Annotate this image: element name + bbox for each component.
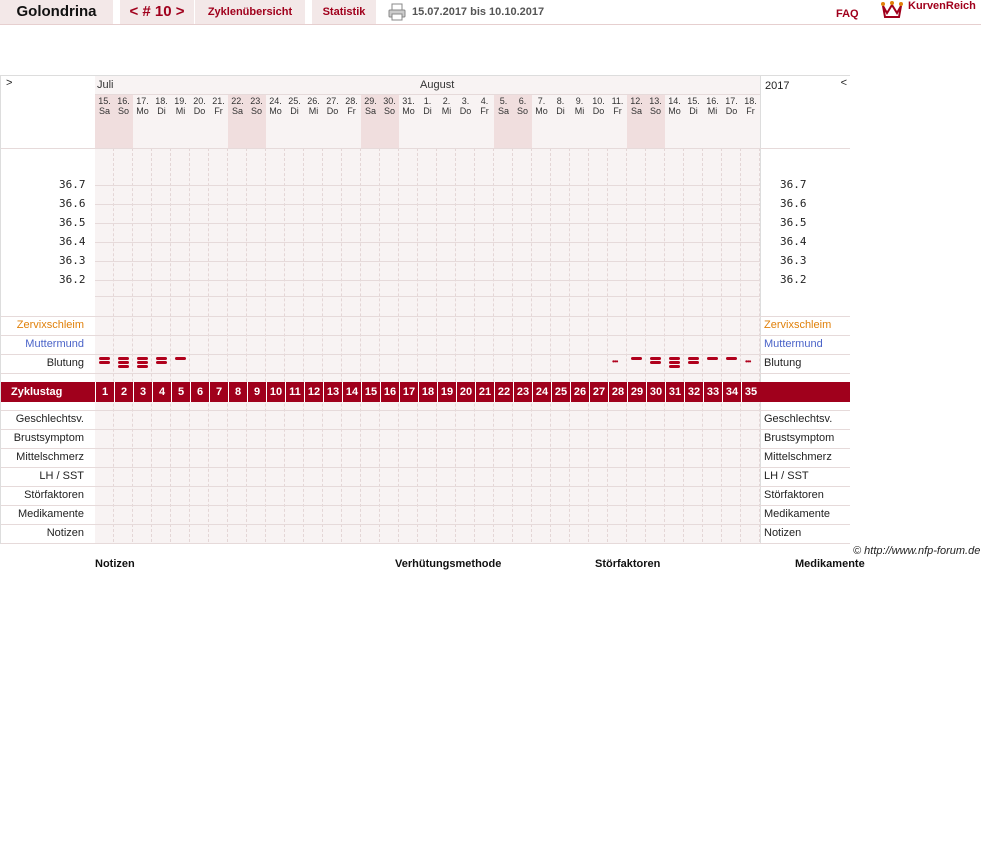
spotting-dots: ••• (745, 357, 751, 366)
bleeding-bar (118, 365, 129, 368)
cycle-overview-link[interactable]: Zyklenübersicht (195, 0, 305, 24)
grid-line (1, 335, 850, 336)
cycle-day-number[interactable]: 8 (228, 382, 247, 402)
temperature-label-left: 36.4 (59, 235, 86, 248)
column-divider (436, 148, 437, 542)
day-header[interactable] (380, 96, 399, 116)
top-bar (0, 0, 981, 25)
day-header[interactable] (608, 96, 627, 116)
user-name: Golondrina (0, 0, 113, 24)
bleeding-mark[interactable] (627, 356, 646, 370)
day-weekday: Do (592, 106, 605, 116)
day-date: 3. (461, 96, 470, 106)
day-date: 20. (193, 96, 206, 106)
day-weekday: Fr (214, 106, 223, 116)
column-divider (531, 148, 532, 542)
bleeding-mark[interactable] (665, 356, 684, 370)
day-date: 17. (136, 96, 149, 106)
day-weekday: Di (423, 106, 432, 116)
bleeding-bar (137, 365, 148, 368)
cycle-day-number[interactable]: 24 (532, 382, 551, 402)
cycle-chart (0, 75, 850, 544)
column-divider (626, 148, 627, 542)
day-header[interactable] (665, 96, 684, 116)
day-header[interactable] (703, 96, 722, 116)
day-header[interactable] (532, 96, 551, 116)
bleeding-mark[interactable] (171, 356, 190, 370)
day-weekday: Do (459, 106, 472, 116)
day-date: 2. (442, 96, 451, 106)
column-divider (113, 148, 114, 542)
day-date: 8. (556, 96, 565, 106)
bleeding-mark[interactable] (741, 356, 760, 370)
day-header[interactable] (456, 96, 475, 116)
column-divider (455, 148, 456, 542)
row-label-left: Geschlechtsv. (15, 413, 84, 425)
day-weekday: Mi (308, 106, 319, 116)
cycle-day-number[interactable]: 28 (608, 382, 627, 402)
day-header[interactable] (247, 96, 266, 116)
day-weekday: Mo (269, 106, 282, 116)
cycle-day-number[interactable]: 2 (114, 382, 133, 402)
bleeding-bar (137, 361, 148, 364)
day-header[interactable] (437, 96, 456, 116)
row-label-right: Brustsymptom (764, 432, 835, 444)
bleeding-bar (707, 357, 718, 360)
day-weekday: Sa (630, 106, 642, 116)
day-date: 15. (98, 96, 111, 106)
temperature-label-left: 36.5 (59, 216, 86, 229)
row-label-right: Medikamente (764, 508, 831, 520)
day-date: 10. (592, 96, 605, 106)
temperature-label-right: 36.6 (780, 197, 807, 210)
column-divider (683, 148, 684, 542)
cycle-day-number[interactable]: 17 (399, 382, 418, 402)
day-date: 30. (383, 96, 396, 106)
grid-line (1, 316, 850, 317)
day-header[interactable] (475, 96, 494, 116)
day-weekday: Di (157, 106, 166, 116)
bleeding-mark[interactable] (684, 356, 703, 370)
day-date: 24. (269, 96, 282, 106)
day-date: 18. (155, 96, 168, 106)
row-label-left: Notizen (46, 527, 84, 539)
column-divider (189, 148, 190, 542)
temperature-label-left: 36.7 (59, 178, 86, 191)
cycle-day-number[interactable]: 14 (342, 382, 361, 402)
column-divider (645, 148, 646, 542)
cycle-day-number[interactable]: 32 (684, 382, 703, 402)
row-label-right: Muttermund (764, 338, 823, 350)
day-weekday: Mo (402, 106, 415, 116)
day-date: 31. (402, 96, 415, 106)
day-weekday: Mo (668, 106, 681, 116)
row-label-right: Blutung (764, 357, 802, 369)
footer-heading: Verhütungsmethode (395, 558, 502, 570)
grid-line (95, 280, 760, 281)
bleeding-bar (118, 361, 129, 364)
day-header[interactable] (152, 96, 171, 116)
column-divider (550, 148, 551, 542)
cycle-day-number[interactable]: 9 (247, 382, 266, 402)
cycle-day-number[interactable]: 20 (456, 382, 475, 402)
day-weekday: Mi (441, 106, 452, 116)
bleeding-bar (118, 357, 129, 360)
day-header[interactable] (95, 96, 114, 116)
day-header[interactable] (361, 96, 380, 116)
cycle-day-number[interactable]: 5 (171, 382, 190, 402)
grid-line (1, 448, 850, 449)
grid-line (95, 261, 760, 262)
day-weekday: Di (556, 106, 565, 116)
bleeding-bar (650, 361, 661, 364)
cycle-day-number[interactable]: 11 (285, 382, 304, 402)
day-weekday: Sa (98, 106, 110, 116)
grid-line (95, 185, 760, 186)
grid-line (95, 242, 760, 243)
cycle-day-number[interactable]: 6 (190, 382, 209, 402)
day-header[interactable] (323, 96, 342, 116)
day-date: 28. (345, 96, 358, 106)
day-header[interactable] (228, 96, 247, 116)
brand-logo[interactable] (880, 0, 981, 24)
cycle-day-number[interactable]: 35 (741, 382, 760, 402)
temperature-label-right: 36.7 (780, 178, 807, 191)
day-weekday: Do (193, 106, 206, 116)
day-date: 27. (326, 96, 339, 106)
day-header[interactable] (209, 96, 228, 116)
column-divider (607, 148, 608, 542)
column-divider (170, 148, 171, 542)
day-weekday: Fr (347, 106, 356, 116)
row-label-right: Störfaktoren (764, 489, 824, 501)
cycle-day-number[interactable]: 18 (418, 382, 437, 402)
day-date: 15. (687, 96, 700, 106)
statistics-link[interactable]: Statistik (312, 0, 376, 24)
bleeding-bar (99, 361, 110, 364)
row-label-right: LH / SST (764, 470, 809, 482)
bleeding-mark[interactable] (722, 356, 741, 370)
bleeding-mark[interactable] (646, 356, 665, 370)
cycle-day-number[interactable]: 13 (323, 382, 342, 402)
column-divider (417, 148, 418, 542)
row-label-left: Muttermund (25, 338, 84, 350)
cycle-day-number[interactable]: 7 (209, 382, 228, 402)
previous-cycle-arrow[interactable]: > (6, 77, 13, 89)
day-header[interactable] (342, 96, 361, 116)
cycle-day-number[interactable]: 16 (380, 382, 399, 402)
row-label-left: Brustsymptom (13, 432, 84, 444)
day-header[interactable] (266, 96, 285, 116)
day-header[interactable] (133, 96, 152, 116)
bleeding-bar (650, 357, 661, 360)
row-label-left: LH / SST (39, 470, 84, 482)
year-label: 2017 (765, 80, 790, 92)
day-weekday: Do (725, 106, 738, 116)
day-weekday: Mi (707, 106, 718, 116)
day-header[interactable] (285, 96, 304, 116)
grid-line (1, 543, 850, 544)
temperature-label-left: 36.2 (59, 273, 86, 286)
chart-grid (95, 76, 760, 543)
day-date: 21. (212, 96, 225, 106)
day-date: 14. (668, 96, 681, 106)
next-cycle-arrow[interactable]: < (840, 77, 847, 89)
copyright-credit: © http://www.nfp-forum.de (853, 545, 981, 557)
day-date: 16. (117, 96, 130, 106)
row-label-left: Zervixschleim (16, 319, 84, 331)
day-header[interactable] (304, 96, 323, 116)
column-divider (360, 148, 361, 542)
row-label-left: Blutung (46, 357, 84, 369)
grid-line (1, 373, 850, 374)
day-weekday: So (250, 106, 262, 116)
day-date: 4. (480, 96, 489, 106)
row-label-left: Medikamente (17, 508, 84, 520)
bleeding-mark[interactable] (133, 356, 152, 370)
column-divider (379, 148, 380, 542)
day-header[interactable] (418, 96, 437, 116)
bleeding-bar (156, 357, 167, 360)
cycle-day-number[interactable]: 21 (475, 382, 494, 402)
grid-line (95, 94, 760, 95)
bleeding-mark[interactable] (95, 356, 114, 370)
column-divider (284, 148, 285, 542)
day-header[interactable] (399, 96, 418, 116)
cycle-day-number[interactable]: 29 (627, 382, 646, 402)
cycle-day-number[interactable]: 12 (304, 382, 323, 402)
row-label-right: Geschlechtsv. (764, 413, 833, 425)
cycle-navigator[interactable]: < # 10 > (120, 0, 194, 24)
day-weekday: Do (326, 106, 339, 116)
day-date: 5. (499, 96, 508, 106)
column-divider (265, 148, 266, 542)
bleeding-bar (99, 357, 110, 360)
month-label: August (420, 79, 455, 91)
temperature-label-right: 36.5 (780, 216, 807, 229)
day-date: 16. (706, 96, 719, 106)
cycle-day-number[interactable]: 33 (703, 382, 722, 402)
column-divider (569, 148, 570, 542)
row-label-right: Notizen (764, 527, 802, 539)
day-header[interactable] (589, 96, 608, 116)
column-divider (208, 148, 209, 542)
grid-line (1, 429, 850, 430)
cycle-day-number[interactable]: 3 (133, 382, 152, 402)
crown-icon (880, 0, 904, 20)
day-weekday: Mo (136, 106, 149, 116)
day-header[interactable] (551, 96, 570, 116)
day-header[interactable] (114, 96, 133, 116)
cycle-day-number[interactable]: 19 (437, 382, 456, 402)
cycle-day-label: Zyklustag (11, 386, 63, 398)
cycle-day-number[interactable]: 1 (95, 382, 114, 402)
day-header[interactable] (684, 96, 703, 116)
grid-line (1, 505, 850, 506)
day-date: 26. (307, 96, 320, 106)
grid-line (95, 223, 760, 224)
day-date: 6. (518, 96, 527, 106)
day-date: 7. (537, 96, 546, 106)
cycle-day-number[interactable]: 23 (513, 382, 532, 402)
cycle-day-number[interactable]: 4 (152, 382, 171, 402)
column-divider (493, 148, 494, 542)
cycle-day-number[interactable]: 15 (361, 382, 380, 402)
day-header[interactable] (570, 96, 589, 116)
temperature-label-right: 36.3 (780, 254, 807, 267)
grid-line (1, 467, 850, 468)
day-date: 17. (725, 96, 738, 106)
bleeding-bar (156, 361, 167, 364)
day-header[interactable] (741, 96, 760, 116)
row-label-right: Zervixschleim (764, 319, 832, 331)
faq-link[interactable]: FAQ (836, 8, 859, 20)
day-header[interactable] (646, 96, 665, 116)
grid-line (1, 410, 850, 411)
column-divider (227, 148, 228, 542)
row-label-left: Mittelschmerz (16, 451, 84, 463)
day-date: 12. (630, 96, 643, 106)
column-divider (132, 148, 133, 542)
day-weekday: So (117, 106, 129, 116)
grid-line (1, 524, 850, 525)
day-weekday: Mi (574, 106, 585, 116)
cycle-day-number[interactable]: 25 (551, 382, 570, 402)
day-weekday: Di (689, 106, 698, 116)
bleeding-bar (137, 357, 148, 360)
day-weekday: Mo (535, 106, 548, 116)
bleeding-bar (688, 361, 699, 364)
column-divider (474, 148, 475, 542)
bleeding-mark[interactable] (703, 356, 722, 370)
date-range: 15.07.2017 bis 10.10.2017 (412, 6, 545, 18)
day-weekday: Fr (613, 106, 622, 116)
day-date: 29. (364, 96, 377, 106)
bleeding-bar (669, 361, 680, 364)
bleeding-mark[interactable] (152, 356, 171, 370)
grid-line (1, 148, 850, 149)
grid-line (95, 296, 760, 297)
day-date: 18. (744, 96, 757, 106)
brand-name: KurvenReich (908, 0, 976, 12)
temperature-label-left: 36.6 (59, 197, 86, 210)
day-date: 23. (250, 96, 263, 106)
day-header[interactable] (513, 96, 532, 116)
cycle-day-number[interactable]: 22 (494, 382, 513, 402)
day-date: 1. (423, 96, 432, 106)
temperature-label-left: 36.3 (59, 254, 86, 267)
column-divider (721, 148, 722, 542)
column-divider (740, 148, 741, 542)
day-header[interactable] (190, 96, 209, 116)
grid-line (1, 486, 850, 487)
cycle-day-number[interactable]: 26 (570, 382, 589, 402)
bleeding-mark[interactable] (608, 356, 627, 370)
column-divider (246, 148, 247, 542)
day-date: 11. (611, 96, 624, 106)
column-divider (398, 148, 399, 542)
cycle-day-number[interactable]: 30 (646, 382, 665, 402)
cycle-day-number[interactable]: 27 (589, 382, 608, 402)
row-label-left: Störfaktoren (24, 489, 84, 501)
bleeding-bar (669, 365, 680, 368)
day-weekday: Sa (497, 106, 509, 116)
column-divider (322, 148, 323, 542)
bleeding-mark[interactable] (114, 356, 133, 370)
day-weekday: Fr (480, 106, 489, 116)
day-date: 9. (575, 96, 584, 106)
column-divider (664, 148, 665, 542)
day-header[interactable] (494, 96, 513, 116)
printer-icon[interactable] (388, 0, 406, 24)
bleeding-bar (631, 357, 642, 360)
cycle-day-number[interactable]: 34 (722, 382, 741, 402)
column-divider (303, 148, 304, 542)
column-divider (151, 148, 152, 542)
day-weekday: So (516, 106, 528, 116)
grid-line (1, 354, 850, 355)
cycle-day-row (1, 382, 850, 402)
spotting-dots: ••• (612, 357, 618, 366)
temperature-label-right: 36.4 (780, 235, 807, 248)
column-divider (341, 148, 342, 542)
footer-heading: Notizen (95, 558, 135, 570)
day-date: 22. (231, 96, 244, 106)
day-weekday: Fr (746, 106, 755, 116)
bleeding-bar (669, 357, 680, 360)
day-header[interactable] (722, 96, 741, 116)
footer-heading: Medikamente (795, 558, 865, 570)
day-header[interactable] (171, 96, 190, 116)
grid-line (95, 204, 760, 205)
footer-heading: Störfaktoren (595, 558, 661, 570)
bleeding-bar (688, 357, 699, 360)
day-weekday: Di (290, 106, 299, 116)
cycle-day-number[interactable]: 31 (665, 382, 684, 402)
row-label-right: Mittelschmerz (764, 451, 832, 463)
day-date: 25. (288, 96, 301, 106)
column-divider (512, 148, 513, 542)
day-weekday: So (383, 106, 395, 116)
column-divider (702, 148, 703, 542)
cycle-day-number[interactable]: 10 (266, 382, 285, 402)
bleeding-bar (726, 357, 737, 360)
month-label: Juli (97, 79, 114, 91)
column-divider (588, 148, 589, 542)
day-weekday: Mi (175, 106, 186, 116)
day-weekday: Sa (364, 106, 376, 116)
bleeding-bar (175, 357, 186, 360)
day-date: 19. (174, 96, 187, 106)
day-date: 13. (649, 96, 662, 106)
temperature-label-right: 36.2 (780, 273, 807, 286)
day-weekday: Sa (231, 106, 243, 116)
day-weekday: So (649, 106, 661, 116)
day-header[interactable] (627, 96, 646, 116)
